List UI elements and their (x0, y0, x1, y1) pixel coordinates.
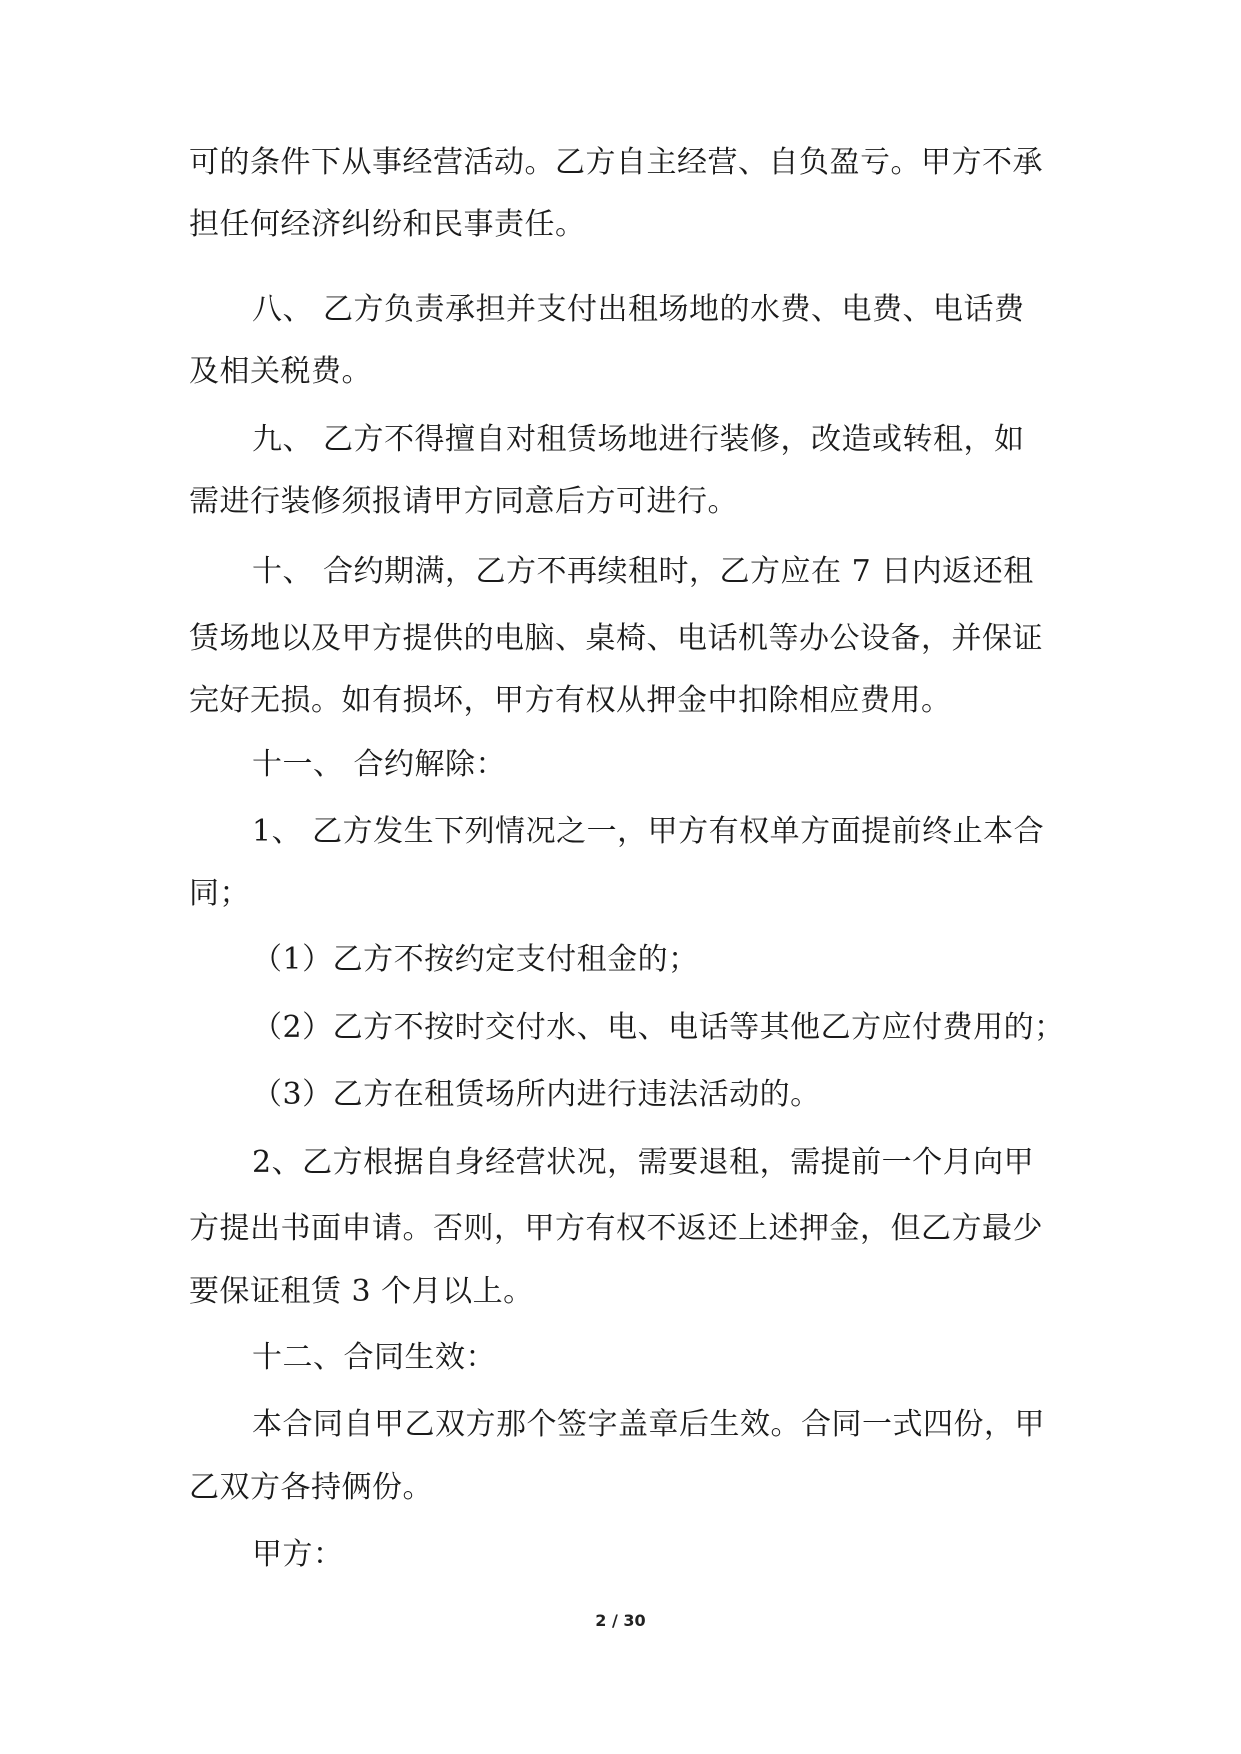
text-line: 八、 乙方负责承担并支付出租场地的水费、电费、电话费 (252, 292, 1025, 327)
text-line: 要保证租赁 3 个月以上。 (189, 1274, 534, 1309)
text-line: 2、乙方根据自身经营状况，需要退租，需提前一个月向甲 (252, 1145, 1035, 1180)
text-line: （2）乙方不按时交付水、电、电话等其他乙方应付费用的； (252, 1010, 1065, 1045)
text-line: （1）乙方不按约定支付租金的； (252, 942, 699, 977)
text-line: 本合同自甲乙双方那个签字盖章后生效。合同一式四份，甲 (252, 1407, 1045, 1442)
text-line: 方提出书面申请。否则，甲方有权不返还上述押金，但乙方最少 (189, 1211, 1043, 1246)
text-line: 十、 合约期满，乙方不再续租时，乙方应在 7 日内返还租 (252, 554, 1034, 589)
text-line: 乙双方各持俩份。 (189, 1470, 433, 1505)
text-line: 需进行装修须报请甲方同意后方可进行。 (189, 484, 738, 519)
text-line: 同； (189, 876, 250, 911)
text-line: 赁场地以及甲方提供的电脑、桌椅、电话机等办公设备，并保证 (189, 621, 1043, 656)
text-line: 担任何经济纠纷和民事责任。 (189, 207, 586, 242)
text-line: 完好无损。如有损坏，甲方有权从押金中扣除相应费用。 (189, 683, 952, 718)
text-line: 九、 乙方不得擅自对租赁场地进行装修，改造或转租，如 (252, 422, 1025, 457)
page-number: 2 / 30 (595, 1611, 646, 1630)
text-line: 甲方： (252, 1537, 344, 1572)
text-line: 及相关税费。 (189, 354, 372, 389)
text-line: 十二、合同生效： (252, 1340, 496, 1375)
text-line: 可的条件下从事经营活动。乙方自主经营、自负盈亏。甲方不承 (189, 145, 1043, 180)
text-line: （3）乙方在租赁场所内进行违法活动的。 (252, 1077, 821, 1112)
text-line: 1、 乙方发生下列情况之一，甲方有权单方面提前终止本合 (252, 814, 1045, 849)
text-line: 十一、 合约解除： (252, 747, 507, 782)
